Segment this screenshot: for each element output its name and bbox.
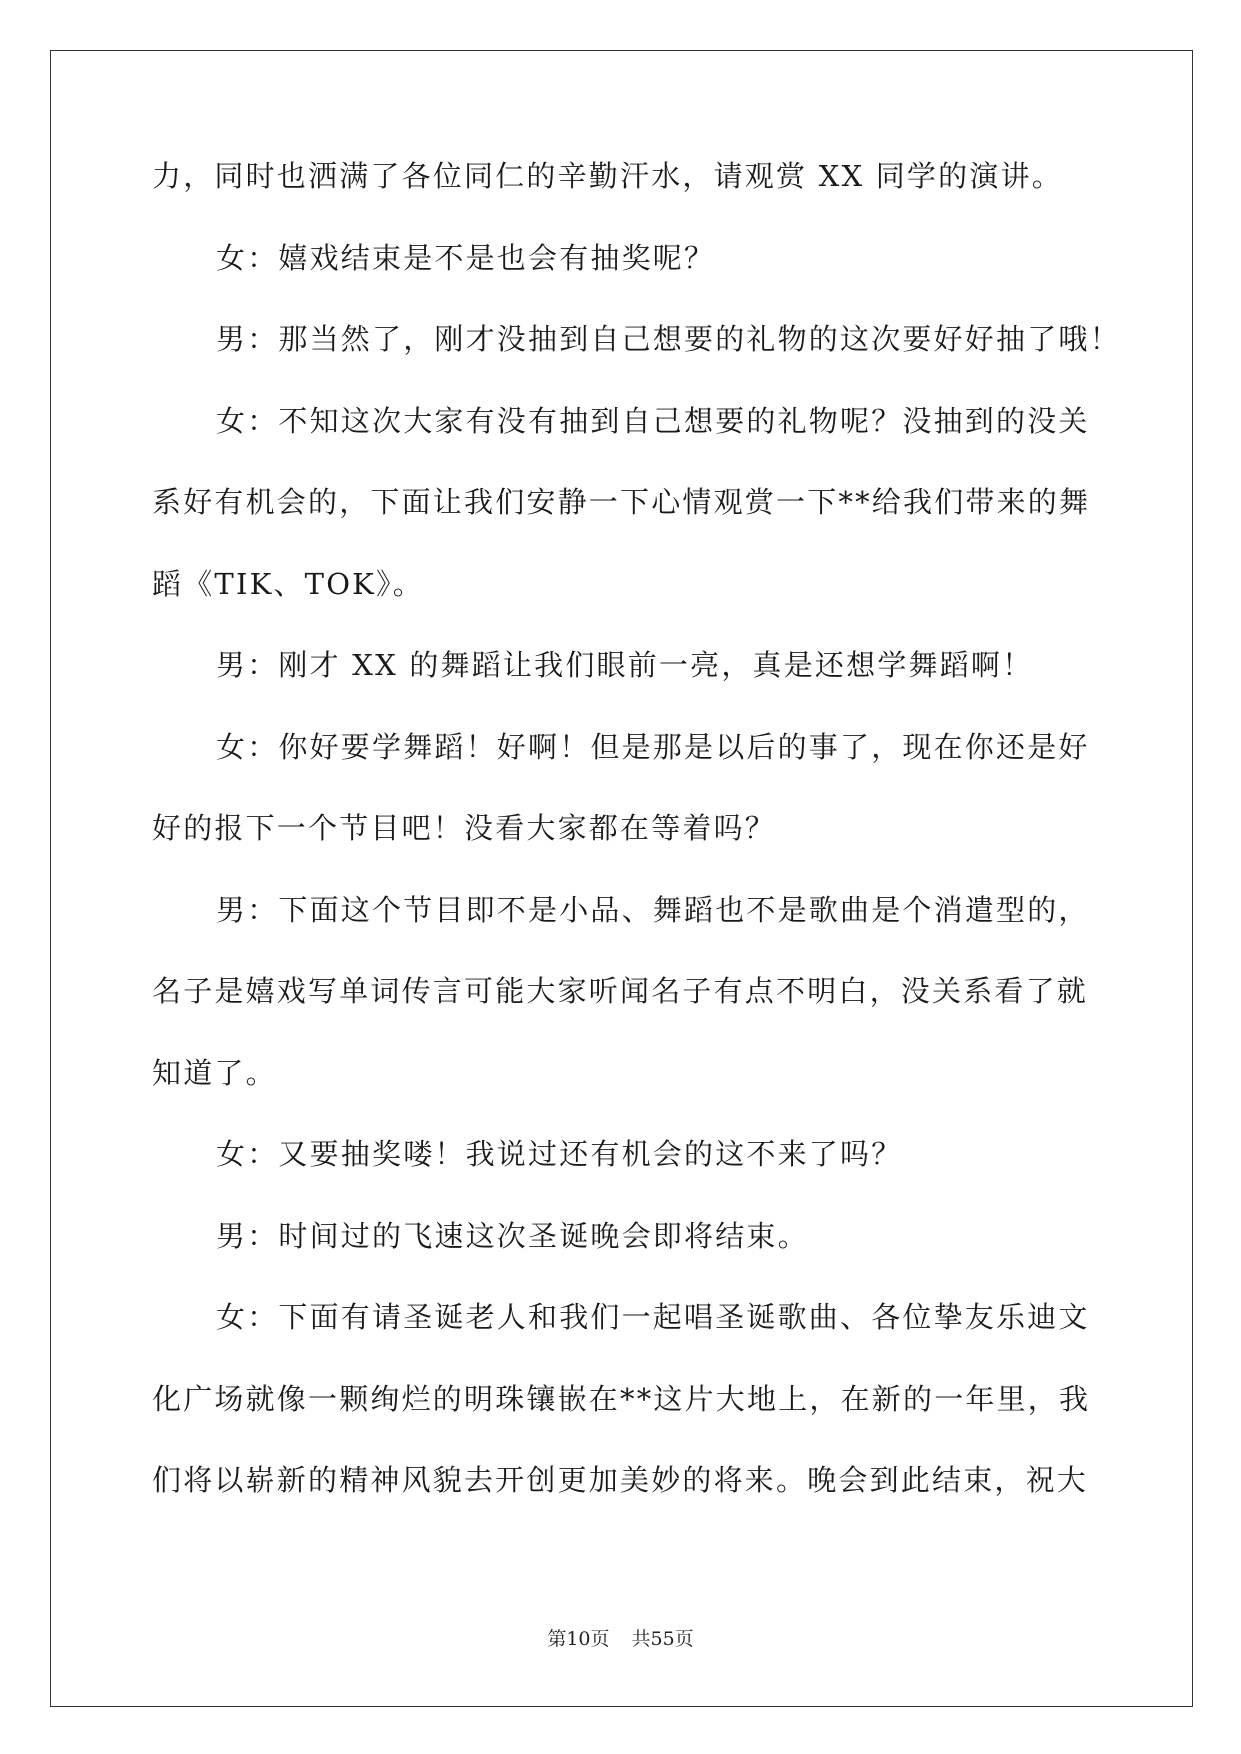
text-line: 女：又要抽奖喽！我说过还有机会的这不来了吗？ [216,1137,903,1171]
text-line: 好的报下一个节目吧！没看大家都在等着吗？ [152,811,777,845]
text-line: 男：那当然了，刚才没抽到自己想要的礼物的这次要好好抽了哦！ [216,322,1121,356]
text-line: 女：不知这次大家有没有抽到自己想要的礼物呢？没抽到的没关 [216,403,1090,438]
text-line: 蹈《TIK、TOK》。 [152,566,424,601]
text-line: 男：下面这个节目即不是小品、舞蹈也不是歌曲是个消遣型的， [216,892,1090,927]
current-page-number: 第10页 [547,1628,610,1650]
text-line: 知道了。 [152,1055,277,1090]
text-line: 力，同时也洒满了各位同仁的辛勤汗水，请观赏 XX 同学的演讲。 [152,159,1063,193]
total-pages: 共55页 [631,1628,694,1650]
text-line: 男：时间过的飞速这次圣诞晚会即将结束。 [216,1218,809,1253]
document-body [152,159,1121,1546]
text-line: 女：下面有请圣诞老人和我们一起唱圣诞歌曲、各位挚友乐迪文 [216,1300,1090,1334]
text-line: 名子是嬉戏写单词传言可能大家听闻名子有点不明白，没关系看了就 [152,974,1089,1008]
text-line: 系好有机会的，下面让我们安静一下心情观赏一下**给我们带来的舞 [152,485,1091,519]
text-line: 化广场就像一颗绚烂的明珠镶嵌在**这片大地上，在新的一年里，我 [152,1381,1091,1416]
text-line: 女：你好要学舞蹈！好啊！但是那是以后的事了，现在你还是好 [216,729,1090,764]
page-footer [0,1627,1241,1651]
text-line: 们将以崭新的精神风貌去开创更加美妙的将来。晚会到此结束，祝大 [152,1463,1089,1497]
text-line: 女：嬉戏结束是不是也会有抽奖呢？ [216,240,716,275]
text-line: 男：刚才 XX 的舞蹈让我们眼前一亮，真是还想学舞蹈啊！ [216,648,1034,682]
